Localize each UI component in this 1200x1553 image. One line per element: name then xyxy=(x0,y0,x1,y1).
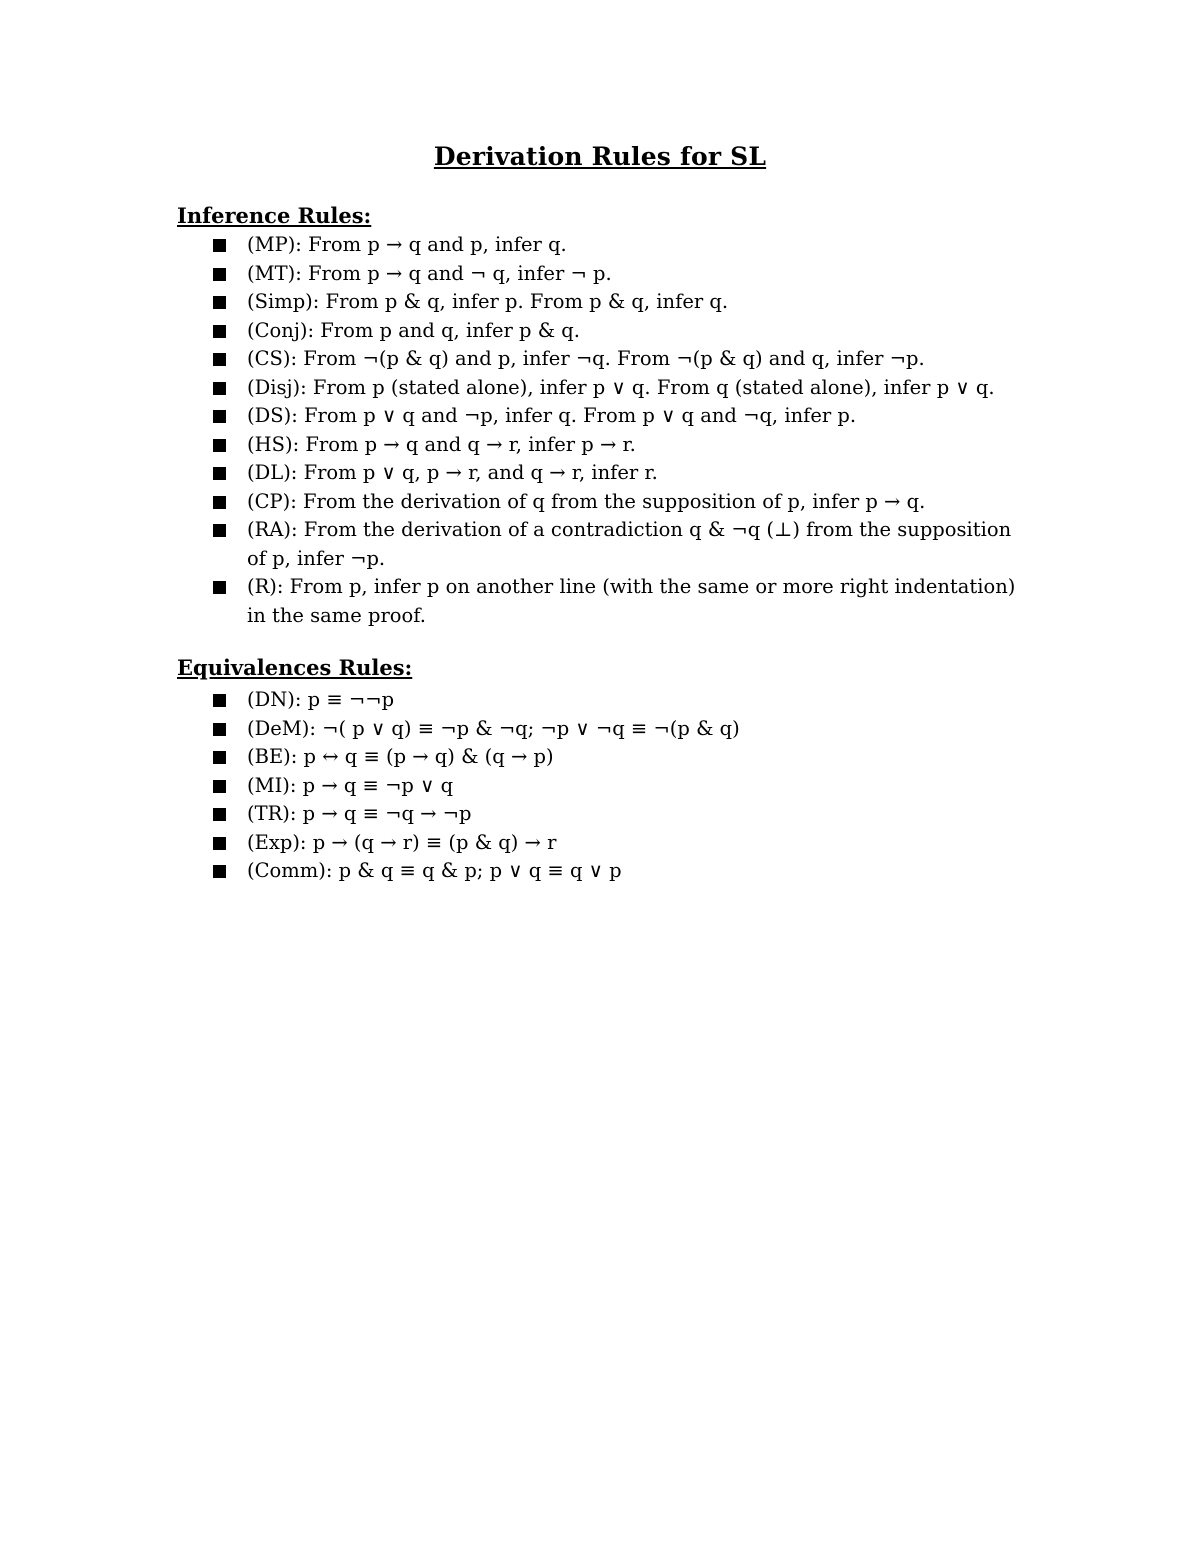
rule-text: (TR): p → q ≡ ¬q → ¬p xyxy=(247,802,472,825)
square-bullet-icon xyxy=(213,694,226,707)
rule-text: (R): From p, infer p on another line (with the same or more right indentation) in the same proof. xyxy=(247,575,1016,627)
square-bullet-icon xyxy=(213,837,226,850)
square-bullet-icon xyxy=(213,353,226,366)
rule-item-ra xyxy=(213,516,1033,573)
rule-text: (Simp): From p & q, infer p. From p & q, infer q. xyxy=(247,290,729,313)
square-bullet-icon xyxy=(213,808,226,821)
rule-text: (MT): From p → q and ¬ q, infer ¬ p. xyxy=(247,261,612,285)
rule-item-dn xyxy=(213,686,1033,715)
square-bullet-icon xyxy=(213,467,226,480)
rule-text: (RA): From the derivation of a contradiction q & ¬q (⊥) from the supposition of p, infer ¬p. xyxy=(247,518,1012,570)
rule-item-mt xyxy=(213,260,1033,289)
rule-text: (Comm): p & q ≡ q & p; p ∨ q ≡ q ∨ p xyxy=(247,859,622,882)
rule-text: (CP): From the derivation of q from the supposition of p, infer p → q. xyxy=(247,489,926,513)
rule-item-hs xyxy=(213,431,1033,460)
rule-text: (BE): p ↔ q ≡ (p → q) & (q → p) xyxy=(247,745,554,768)
square-bullet-icon xyxy=(213,581,226,594)
square-bullet-icon xyxy=(213,780,226,793)
square-bullet-icon xyxy=(213,439,226,452)
page-title: Derivation Rules for SL xyxy=(433,142,767,171)
rule-item-mp xyxy=(213,231,1033,260)
rule-text: (HS): From p → q and q → r, infer p → r. xyxy=(247,432,636,456)
rule-item-mi xyxy=(213,772,1033,801)
rule-text: (Exp): p → (q → r) ≡ (p & q) → r xyxy=(247,830,557,854)
rule-text: (MP): From p → q and p, infer q. xyxy=(247,233,567,256)
equivalence-rules-list xyxy=(213,686,1033,886)
square-bullet-icon xyxy=(213,723,226,736)
rule-text: (DL): From p ∨ q, p → r, and q → r, infer r. xyxy=(247,461,658,484)
rule-item-tr xyxy=(213,800,1033,829)
inference-rules-heading: Inference Rules: xyxy=(177,203,372,228)
rule-text: (DN): p ≡ ¬¬p xyxy=(247,688,395,711)
rule-text: (MI): p → q ≡ ¬p ∨ q xyxy=(247,773,454,797)
rule-text: (Conj): From p and q, infer p & q. xyxy=(247,318,580,342)
rule-item-cp xyxy=(213,488,1033,517)
square-bullet-icon xyxy=(213,524,226,537)
rule-item-comm xyxy=(213,857,1033,886)
rule-text: (Disj): From p (stated alone), infer p ∨ q. From q (stated alone), infer p ∨ q. xyxy=(247,375,995,399)
rule-item-r xyxy=(213,573,1033,630)
square-bullet-icon xyxy=(213,410,226,423)
inference-rules-list xyxy=(213,231,1033,630)
rule-item-simp xyxy=(213,288,1033,317)
square-bullet-icon xyxy=(213,325,226,338)
square-bullet-icon xyxy=(213,382,226,395)
square-bullet-icon xyxy=(213,268,226,281)
rule-item-ds xyxy=(213,402,1033,431)
square-bullet-icon xyxy=(213,496,226,509)
square-bullet-icon xyxy=(213,751,226,764)
rule-text: (DS): From p ∨ q and ¬p, infer q. From p ∨ q and ¬q, infer p. xyxy=(247,404,857,427)
equivalence-rules-heading: Equivalences Rules: xyxy=(177,655,413,680)
rule-item-dl xyxy=(213,459,1033,488)
rule-text: (CS): From ¬(p & q) and p, infer ¬q. From ¬(p & q) and q, infer ¬p. xyxy=(247,347,925,370)
rule-item-cs xyxy=(213,345,1033,374)
rule-item-exp xyxy=(213,829,1033,858)
rule-text: (DeM): ¬( p ∨ q) ≡ ¬p & ¬q; ¬p ∨ ¬q ≡ ¬(p & q) xyxy=(247,716,740,740)
square-bullet-icon xyxy=(213,239,226,252)
rule-item-dem xyxy=(213,715,1033,744)
rule-item-be xyxy=(213,743,1033,772)
square-bullet-icon xyxy=(213,865,226,878)
rule-item-disj xyxy=(213,374,1033,403)
rule-item-conj xyxy=(213,317,1033,346)
square-bullet-icon xyxy=(213,296,226,309)
